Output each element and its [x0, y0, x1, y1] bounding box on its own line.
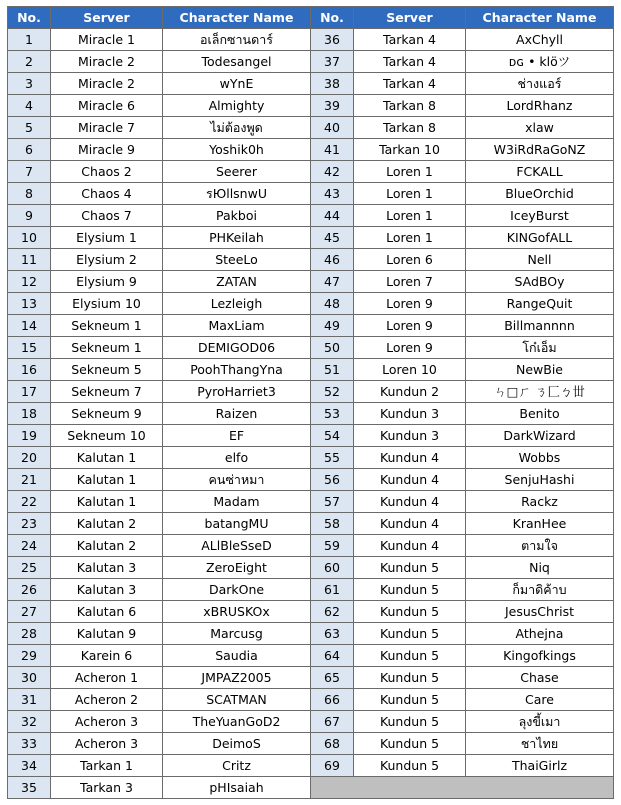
server-name: Sekneum 9 [51, 403, 163, 425]
server-name: Kundun 5 [354, 623, 466, 645]
server-name: Loren 10 [354, 359, 466, 381]
character-name: IceyBurst [466, 205, 614, 227]
server-name: Kalutan 9 [51, 623, 163, 645]
table-row [8, 777, 614, 799]
character-name: KINGofALL [466, 227, 614, 249]
row-number: 47 [311, 271, 354, 293]
row-number: 40 [311, 117, 354, 139]
server-name: Kalutan 3 [51, 579, 163, 601]
row-number: 24 [8, 535, 51, 557]
table-row [8, 95, 614, 117]
row-number: 63 [311, 623, 354, 645]
server-name: Kundun 3 [354, 425, 466, 447]
row-number: 10 [8, 227, 51, 249]
character-name: Rackz [466, 491, 614, 513]
character-name: PyroHarriet3 [163, 381, 311, 403]
server-name: Kalutan 1 [51, 491, 163, 513]
row-number: 17 [8, 381, 51, 403]
table-row [8, 667, 614, 689]
table-row [8, 139, 614, 161]
table-row [8, 425, 614, 447]
row-number: 6 [8, 139, 51, 161]
row-number: 16 [8, 359, 51, 381]
server-name: Kundun 5 [354, 579, 466, 601]
character-name: Billmannnn [466, 315, 614, 337]
row-number: 54 [311, 425, 354, 447]
character-name: Wobbs [466, 447, 614, 469]
row-number: 52 [311, 381, 354, 403]
table-row [8, 271, 614, 293]
table-row [8, 469, 614, 491]
row-number: 43 [311, 183, 354, 205]
empty-cell [311, 777, 614, 799]
character-name: Pakboi [163, 205, 311, 227]
server-name: Miracle 2 [51, 51, 163, 73]
server-name: Tarkan 4 [354, 51, 466, 73]
row-number: 44 [311, 205, 354, 227]
row-number: 48 [311, 293, 354, 315]
server-name: Loren 1 [354, 161, 466, 183]
table-row [8, 337, 614, 359]
row-number: 1 [8, 29, 51, 51]
server-name: Elysium 10 [51, 293, 163, 315]
table-row [8, 447, 614, 469]
character-name: คนซ่าหมา [163, 469, 311, 491]
table-row [8, 359, 614, 381]
character-name: SteeLo [163, 249, 311, 271]
row-number: 57 [311, 491, 354, 513]
row-number: 50 [311, 337, 354, 359]
server-name: Miracle 1 [51, 29, 163, 51]
character-name: Athejna [466, 623, 614, 645]
server-name: Kundun 4 [354, 513, 466, 535]
row-number: 55 [311, 447, 354, 469]
character-name: Kingofkings [466, 645, 614, 667]
server-name: Acheron 3 [51, 711, 163, 733]
character-name: BlueOrchid [466, 183, 614, 205]
server-name: Kalutan 1 [51, 447, 163, 469]
server-name: Acheron 2 [51, 689, 163, 711]
character-name: MaxLiam [163, 315, 311, 337]
row-number: 51 [311, 359, 354, 381]
table-body [8, 29, 614, 799]
character-name: ก็มาดิค้าบ [466, 579, 614, 601]
character-name: RangeQuit [466, 293, 614, 315]
row-number: 29 [8, 645, 51, 667]
server-name: Kundun 5 [354, 645, 466, 667]
row-number: 5 [8, 117, 51, 139]
server-name: Kalutan 6 [51, 601, 163, 623]
character-name: xBRUSKOx [163, 601, 311, 623]
server-name: Kundun 4 [354, 491, 466, 513]
character-name: ZeroEight [163, 557, 311, 579]
row-number: 36 [311, 29, 354, 51]
character-name: batangMU [163, 513, 311, 535]
server-name: Tarkan 8 [354, 117, 466, 139]
server-name: Elysium 1 [51, 227, 163, 249]
character-name: โก๋เอ็ม [466, 337, 614, 359]
table-row [8, 557, 614, 579]
header-character-left: Character Name [163, 7, 311, 29]
character-name: Almighty [163, 95, 311, 117]
table-row [8, 227, 614, 249]
row-number: 42 [311, 161, 354, 183]
character-name: TheYuanGoD2 [163, 711, 311, 733]
server-name: Kundun 5 [354, 733, 466, 755]
character-name: ALlBleSseD [163, 535, 311, 557]
character-name: EF [163, 425, 311, 447]
server-name: Kundun 4 [354, 469, 466, 491]
table-row [8, 161, 614, 183]
character-name: FCKALL [466, 161, 614, 183]
row-number: 46 [311, 249, 354, 271]
character-name: Marcusg [163, 623, 311, 645]
table-row [8, 579, 614, 601]
server-name: Kundun 4 [354, 535, 466, 557]
server-name: Loren 7 [354, 271, 466, 293]
row-number: 26 [8, 579, 51, 601]
server-name: Chaos 4 [51, 183, 163, 205]
character-name: AxChyll [466, 29, 614, 51]
character-name: SenjuHashi [466, 469, 614, 491]
server-name: Kundun 5 [354, 711, 466, 733]
server-name: Kundun 5 [354, 755, 466, 777]
character-name: xlaw [466, 117, 614, 139]
server-name: Chaos 7 [51, 205, 163, 227]
server-name: Kalutan 1 [51, 469, 163, 491]
server-name: Acheron 1 [51, 667, 163, 689]
character-name: W3iRdRaGoNZ [466, 139, 614, 161]
table-row [8, 733, 614, 755]
header-no-left: No. [8, 7, 51, 29]
row-number: 27 [8, 601, 51, 623]
server-name: Sekneum 7 [51, 381, 163, 403]
character-name: PHKeilah [163, 227, 311, 249]
row-number: 56 [311, 469, 354, 491]
table-row [8, 183, 614, 205]
server-name: Miracle 7 [51, 117, 163, 139]
server-name: Tarkan 4 [354, 73, 466, 95]
header-no-right: No. [311, 7, 354, 29]
server-name: Acheron 3 [51, 733, 163, 755]
character-name: JesusChrist [466, 601, 614, 623]
row-number: 7 [8, 161, 51, 183]
server-name: Kundun 4 [354, 447, 466, 469]
character-name: Yoshik0h [163, 139, 311, 161]
table-row [8, 513, 614, 535]
character-name: DarkWizard [466, 425, 614, 447]
server-name: Kalutan 3 [51, 557, 163, 579]
table-row [8, 29, 614, 51]
row-number: 39 [311, 95, 354, 117]
character-name: ชาไทย [466, 733, 614, 755]
server-name: Sekneum 10 [51, 425, 163, 447]
row-number: 23 [8, 513, 51, 535]
server-name: Kundun 5 [354, 601, 466, 623]
server-name: Elysium 2 [51, 249, 163, 271]
server-name: Kundun 3 [354, 403, 466, 425]
server-name: Miracle 2 [51, 73, 163, 95]
character-name: ᴅɢ • klöツ [466, 51, 614, 73]
character-name: PoohThangYna [163, 359, 311, 381]
row-number: 37 [311, 51, 354, 73]
character-name: Benito [466, 403, 614, 425]
row-number: 13 [8, 293, 51, 315]
character-name: ลุงขี้เมา [466, 711, 614, 733]
character-name: Critz [163, 755, 311, 777]
character-name: ㄣ□ㄏ ㄋ匚ㄅ丗 [466, 381, 614, 403]
table-row [8, 623, 614, 645]
server-name: Tarkan 8 [354, 95, 466, 117]
row-number: 58 [311, 513, 354, 535]
row-number: 65 [311, 667, 354, 689]
header-server-right: Server [354, 7, 466, 29]
character-name: Lezleigh [163, 293, 311, 315]
row-number: 18 [8, 403, 51, 425]
server-name: Tarkan 10 [354, 139, 466, 161]
server-name: Kalutan 2 [51, 513, 163, 535]
server-name: Loren 1 [354, 227, 466, 249]
server-name: Kundun 5 [354, 689, 466, 711]
table-row [8, 601, 614, 623]
row-number: 12 [8, 271, 51, 293]
character-name: Todesangel [163, 51, 311, 73]
character-name: DarkOne [163, 579, 311, 601]
server-name: Tarkan 3 [51, 777, 163, 799]
character-name: Raizen [163, 403, 311, 425]
row-number: 28 [8, 623, 51, 645]
header-row [8, 7, 614, 29]
server-name: Miracle 6 [51, 95, 163, 117]
server-name: Kundun 5 [354, 557, 466, 579]
row-number: 66 [311, 689, 354, 711]
row-number: 41 [311, 139, 354, 161]
ranking-sheet [7, 6, 614, 799]
table-row [8, 249, 614, 271]
server-name: Kalutan 2 [51, 535, 163, 557]
character-name: SCATMAN [163, 689, 311, 711]
character-name: รЮllsnwU [163, 183, 311, 205]
row-number: 33 [8, 733, 51, 755]
table-row [8, 403, 614, 425]
character-name: wYnE [163, 73, 311, 95]
table-row [8, 535, 614, 557]
row-number: 38 [311, 73, 354, 95]
row-number: 67 [311, 711, 354, 733]
row-number: 53 [311, 403, 354, 425]
row-number: 62 [311, 601, 354, 623]
table-row [8, 711, 614, 733]
server-name: Kundun 5 [354, 667, 466, 689]
row-number: 8 [8, 183, 51, 205]
character-name: LordRhanz [466, 95, 614, 117]
table-row [8, 755, 614, 777]
header-server-left: Server [51, 7, 163, 29]
header-character-right: Character Name [466, 7, 614, 29]
row-number: 2 [8, 51, 51, 73]
server-name: Loren 6 [354, 249, 466, 271]
row-number: 20 [8, 447, 51, 469]
table-row [8, 205, 614, 227]
character-name: ThaiGirlz [466, 755, 614, 777]
character-name: SAdBOy [466, 271, 614, 293]
character-name: DEMIGOD06 [163, 337, 311, 359]
row-number: 14 [8, 315, 51, 337]
row-number: 3 [8, 73, 51, 95]
character-name: DeimoS [163, 733, 311, 755]
table-row [8, 73, 614, 95]
character-name: Niq [466, 557, 614, 579]
row-number: 69 [311, 755, 354, 777]
character-name: JMPAZ2005 [163, 667, 311, 689]
row-number: 22 [8, 491, 51, 513]
character-name: KranHee [466, 513, 614, 535]
character-name: อเล็กซานดาร์ [163, 29, 311, 51]
server-name: Miracle 9 [51, 139, 163, 161]
character-name: Nell [466, 249, 614, 271]
server-name: Loren 9 [354, 337, 466, 359]
server-name: Loren 1 [354, 205, 466, 227]
server-name: Sekneum 1 [51, 315, 163, 337]
server-name: Chaos 2 [51, 161, 163, 183]
row-number: 35 [8, 777, 51, 799]
server-name: Tarkan 1 [51, 755, 163, 777]
character-name: Saudia [163, 645, 311, 667]
row-number: 49 [311, 315, 354, 337]
row-number: 21 [8, 469, 51, 491]
table-row [8, 689, 614, 711]
row-number: 61 [311, 579, 354, 601]
server-name: Sekneum 1 [51, 337, 163, 359]
character-name: ช่างแอร์ [466, 73, 614, 95]
server-name: Tarkan 4 [354, 29, 466, 51]
server-name: Loren 9 [354, 293, 466, 315]
row-number: 59 [311, 535, 354, 557]
character-name: elfo [163, 447, 311, 469]
character-name: Care [466, 689, 614, 711]
row-number: 60 [311, 557, 354, 579]
row-number: 68 [311, 733, 354, 755]
row-number: 45 [311, 227, 354, 249]
row-number: 19 [8, 425, 51, 447]
row-number: 15 [8, 337, 51, 359]
server-name: Kundun 2 [354, 381, 466, 403]
row-number: 34 [8, 755, 51, 777]
server-name: Loren 9 [354, 315, 466, 337]
character-name: Seerer [163, 161, 311, 183]
row-number: 4 [8, 95, 51, 117]
character-name: ไม่ต้องพูด [163, 117, 311, 139]
table-row [8, 293, 614, 315]
character-table [7, 6, 614, 799]
table-row [8, 51, 614, 73]
row-number: 32 [8, 711, 51, 733]
row-number: 9 [8, 205, 51, 227]
row-number: 64 [311, 645, 354, 667]
server-name: Elysium 9 [51, 271, 163, 293]
character-name: ตามใจ [466, 535, 614, 557]
table-row [8, 315, 614, 337]
server-name: Loren 1 [354, 183, 466, 205]
table-row [8, 645, 614, 667]
row-number: 11 [8, 249, 51, 271]
table-row [8, 491, 614, 513]
row-number: 25 [8, 557, 51, 579]
row-number: 30 [8, 667, 51, 689]
character-name: NewBie [466, 359, 614, 381]
server-name: Karein 6 [51, 645, 163, 667]
table-row [8, 381, 614, 403]
row-number: 31 [8, 689, 51, 711]
character-name: ZATAN [163, 271, 311, 293]
character-name: Madam [163, 491, 311, 513]
table-row [8, 117, 614, 139]
server-name: Sekneum 5 [51, 359, 163, 381]
character-name: Chase [466, 667, 614, 689]
character-name: pHIsaiah [163, 777, 311, 799]
